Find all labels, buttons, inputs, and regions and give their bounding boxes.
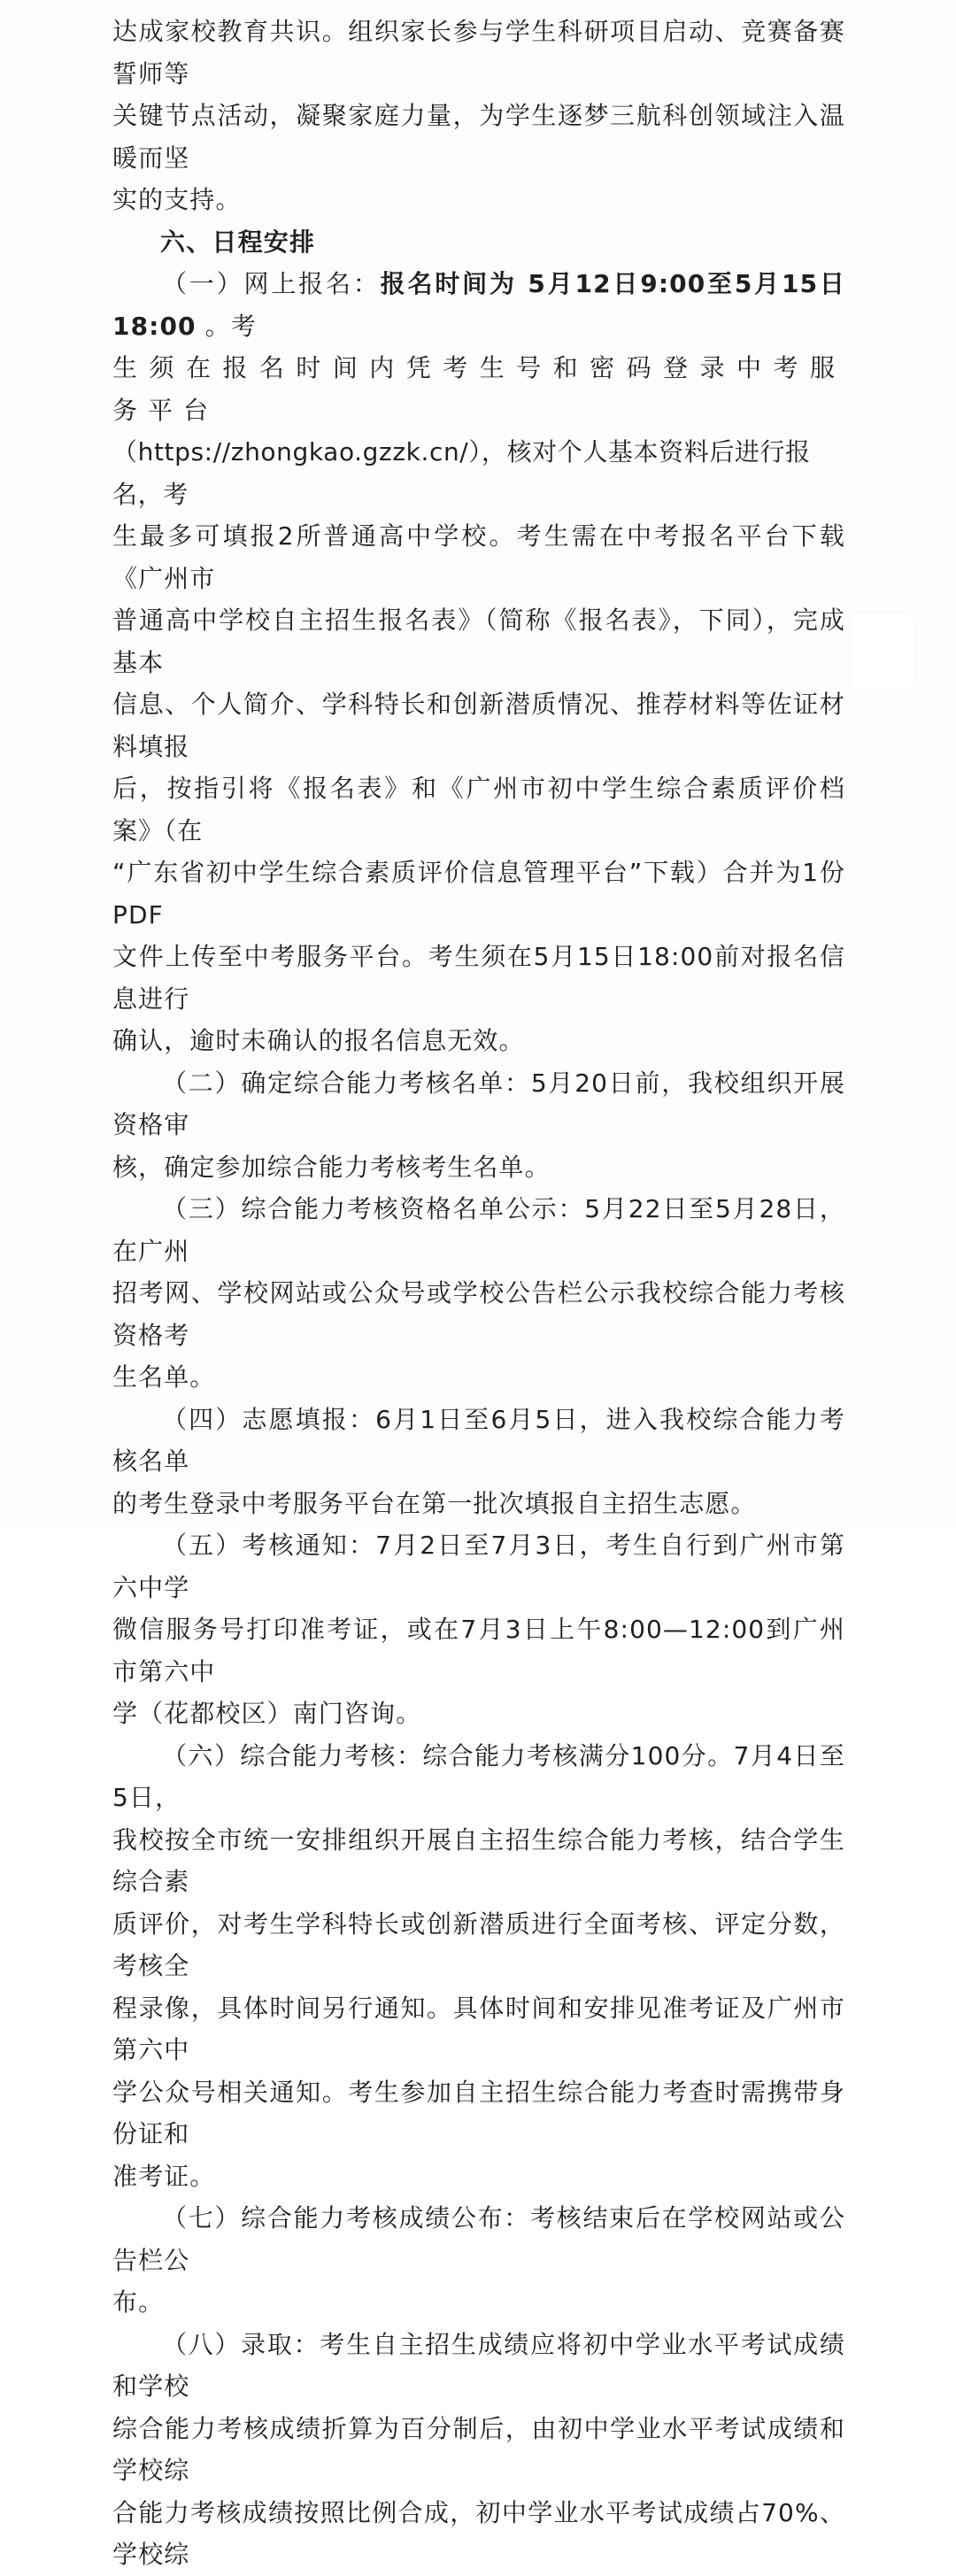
item8-line: 合能力考核成绩按照比例合成，初中学业水平考试成绩占70%、学校综 bbox=[112, 2497, 845, 2569]
item6-line: 准考证。 bbox=[112, 2161, 216, 2191]
item1-line: 文件上传至中考服务平台。考生须在5月15日18:00前对报名信息进行 bbox=[112, 942, 845, 1014]
item7-line: 布。 bbox=[112, 2287, 165, 2317]
section-heading: 六、日程安排 bbox=[160, 227, 316, 257]
item3-line: （三）综合能力考核资格名单公示：5月22日至5月28日，在广州 bbox=[112, 1194, 845, 1266]
item1-line: 普通高中学校自主招生报名表》（简称《报名表》，下同），完成基本 bbox=[112, 605, 845, 677]
item1-line: 后，按指引将《报名表》和《广州市初中学生综合素质评价档案》（在 bbox=[112, 774, 845, 845]
item7-line: （七）综合能力考核成绩公布：考核结束后在学校网站或公告栏公 bbox=[112, 2203, 845, 2275]
item2-line: （二）确定综合能力考核名单：5月20日前，我校组织开展资格审 bbox=[112, 1068, 845, 1139]
scan-glare bbox=[852, 613, 914, 690]
item1-line: “广东省初中学生综合素质评价信息管理平台”下载）合并为1份PDF bbox=[112, 858, 845, 929]
item5-line: （五）考核通知：7月2日至7月3日，考生自行到广州市第六中学 bbox=[112, 1531, 845, 1602]
item2-line: 核，确定参加综合能力考核考生名单。 bbox=[112, 1152, 551, 1182]
intro-line: 实的支持。 bbox=[112, 185, 242, 214]
item3-line: 生名单。 bbox=[112, 1362, 216, 1392]
item6-line: 学公众号相关通知。考生参加自主招生综合能力考查时需携带身份证和 bbox=[112, 2077, 845, 2148]
intro-line: 关键节点活动，凝聚家庭力量，为学生逐梦三航科创领域注入温暖而坚 bbox=[112, 101, 845, 173]
item1-url-line: （https://zhongkao.gzzk.cn/），核对个人基本资料后进行报名，考 bbox=[112, 437, 811, 509]
item1-line: 生须在报名时间内凭考生号和密码登录中考服务平台 bbox=[112, 353, 845, 425]
registration-time: 报名时间为 5月12日9:00至5月15日18:00 bbox=[112, 269, 845, 341]
item1-line: 确认，逾时未确认的报名信息无效。 bbox=[112, 1026, 525, 1055]
item5-line: 微信服务号打印准考证，或在7月3日上午8:00—12:00到广州市第六中 bbox=[112, 1615, 845, 1686]
item4-line: （四）志愿填报：6月1日至6月5日，进入我校综合能力考核名单 bbox=[112, 1404, 845, 1476]
item1-after-bold: 。考 bbox=[196, 311, 257, 341]
item8-line: 综合能力考核成绩折算为百分制后，由初中学业水平考试成绩和学校综 bbox=[112, 2413, 845, 2485]
item1-prefix: （一）网上报名： bbox=[162, 269, 381, 298]
intro-line: 达成家校教育共识。组织家长参与学生科研项目启动、竞赛备赛誓师等 bbox=[112, 17, 845, 89]
item3-line: 招考网、学校网站或公众号或学校公告栏公示我校综合能力考核资格考 bbox=[112, 1278, 845, 1350]
item6-line: 质评价，对考生学科特长或创新潜质进行全面考核、评定分数，考核全 bbox=[112, 1909, 845, 1980]
item6-line: （六）综合能力考核：综合能力考核满分100分。7月4日至5日， bbox=[112, 1740, 845, 1812]
document-body bbox=[112, 11, 845, 2576]
item8-line: （八）录取：考生自主招生成绩应将初中学业水平考试成绩和学校 bbox=[112, 2329, 845, 2401]
item6-line: 我校按全市统一安排组织开展自主招生综合能力考核，结合学生综合素 bbox=[112, 1824, 845, 1896]
item4-line: 的考生登录中考服务平台在第一批次填报自主招生志愿。 bbox=[112, 1488, 757, 1518]
item1-first-line bbox=[112, 263, 845, 347]
item1-line: 信息、个人简介、学科特长和创新潜质情况、推荐材料等佐证材料填报 bbox=[112, 690, 845, 761]
item5-line: 学（花都校区）南门咨询。 bbox=[112, 1699, 422, 1728]
item6-line: 程录像，具体时间另行通知。具体时间和安排见准考证及广州市第六中 bbox=[112, 1993, 845, 2064]
item1-line: 生最多可填报2所普通高中学校。考生需在中考报名平台下载《广州市 bbox=[112, 521, 845, 593]
